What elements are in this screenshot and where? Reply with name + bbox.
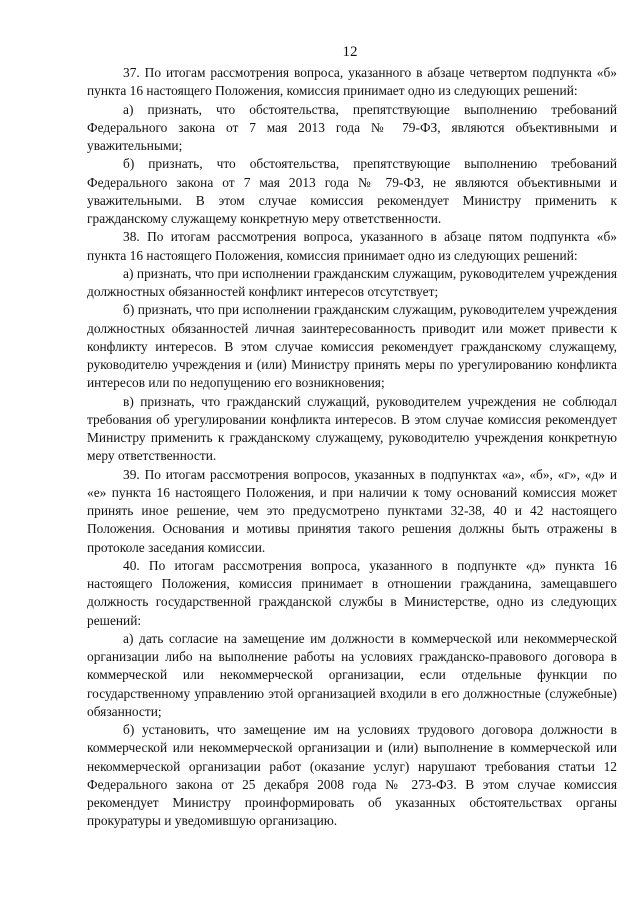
paragraph-38-v: в) признать, что гражданский служащий, руководителем учреждения не соблюдал требования об урегулировании конфликта интересов. В этом случае комиссия рекомендует Министру применить к гражданскому служащему, руководителю учреждения конкретную меру ответственности. [87, 393, 617, 464]
paragraph-37-b: б) признать, что обстоятельства, препятствующие выполнению требований Федерального закона от 7 мая 2013 года № 79-ФЗ, не являются объективными и уважительными. В этом случае комиссия рекомендует Министру применить к гражданскому служащему конкретную меру ответственности. [87, 156, 617, 226]
paragraph-40-b: б) установить, что замещение им на условиях трудового договора должности в коммерческой или некоммерческой организации и (или) выполнение в коммерческой или некоммерческой организации работ (оказание услуг) нарушают требования статьи 12 Федерального закона от 25 декабря 2008 года № 273-ФЗ. В этом случае комиссия рекомендует Министру проинформировать об указанных обстоятельствах органы прокуратуры и уведомившую организацию. [87, 722, 617, 829]
paragraph-40-a: а) дать согласие на замещение им должности в коммерческой или некоммерческой организации либо на выполнение работы на условиях гражданско-правового договора в коммерческой или некоммерческой организации, если отдельные функции по государственному управлению этой организацией входили в его должностные (служебные) обязанности; [87, 630, 617, 719]
paragraph-40: 40. По итогам рассмотрения вопроса, указанного в подпункте «д» пункта 16 настоящего Положения, комиссия принимает в отношении гражданина, замещавшего должность государственной гражданской службы в Министерстве, одно из следующих решений: [87, 557, 617, 628]
paragraph-37-a: а) признать, что обстоятельства, препятствующие выполнению требований Федерального закона от 7 мая 2013 года № 79-ФЗ, являются объективными и уважительными; [87, 101, 617, 153]
paragraph-38: 38. По итогам рассмотрения вопроса, указанного в абзаце пятом подпункта «б» пункта 16 настоящего Положения, комиссия принимает одно из следующих решений: [87, 229, 617, 263]
page-number: 12 [342, 44, 358, 60]
paragraph-39: 39. По итогам рассмотрения вопросов, указанных в подпунктах «а», «б», «г», «д» и «е» пункта 16 настоящего Положения, и при наличии к тому оснований комиссия может принять иное решение, чем это предусмотрено пунктами 32-38, 40 и 42 настоящего Положения. Основания и мотивы принятия такого решения должны быть отражены в протоколе заседания комиссии. [87, 466, 617, 555]
paragraph-37: 37. По итогам рассмотрения вопроса, указанного в абзаце четвертом подпункта «б» пункта 16 настоящего Положения, комиссия принимает одно из следующих решений: [87, 65, 617, 99]
paragraph-38-b: б) признать, что при исполнении гражданским служащим, руководителем учреждения должностных обязанностей личная заинтересованность приводит или может привести к конфликту интересов. В этом случае комиссия рекомендует гражданскому служащему, руководителю учреждения и (или) Министру принять меры по урегулированию конфликта интересов или по недопущению его возникновения; [87, 302, 617, 391]
document-body [87, 64, 617, 831]
paragraph-38-a: а) признать, что при исполнении гражданским служащим, руководителем учреждения должностных обязанностей конфликт интересов отсутствует; [87, 265, 617, 299]
